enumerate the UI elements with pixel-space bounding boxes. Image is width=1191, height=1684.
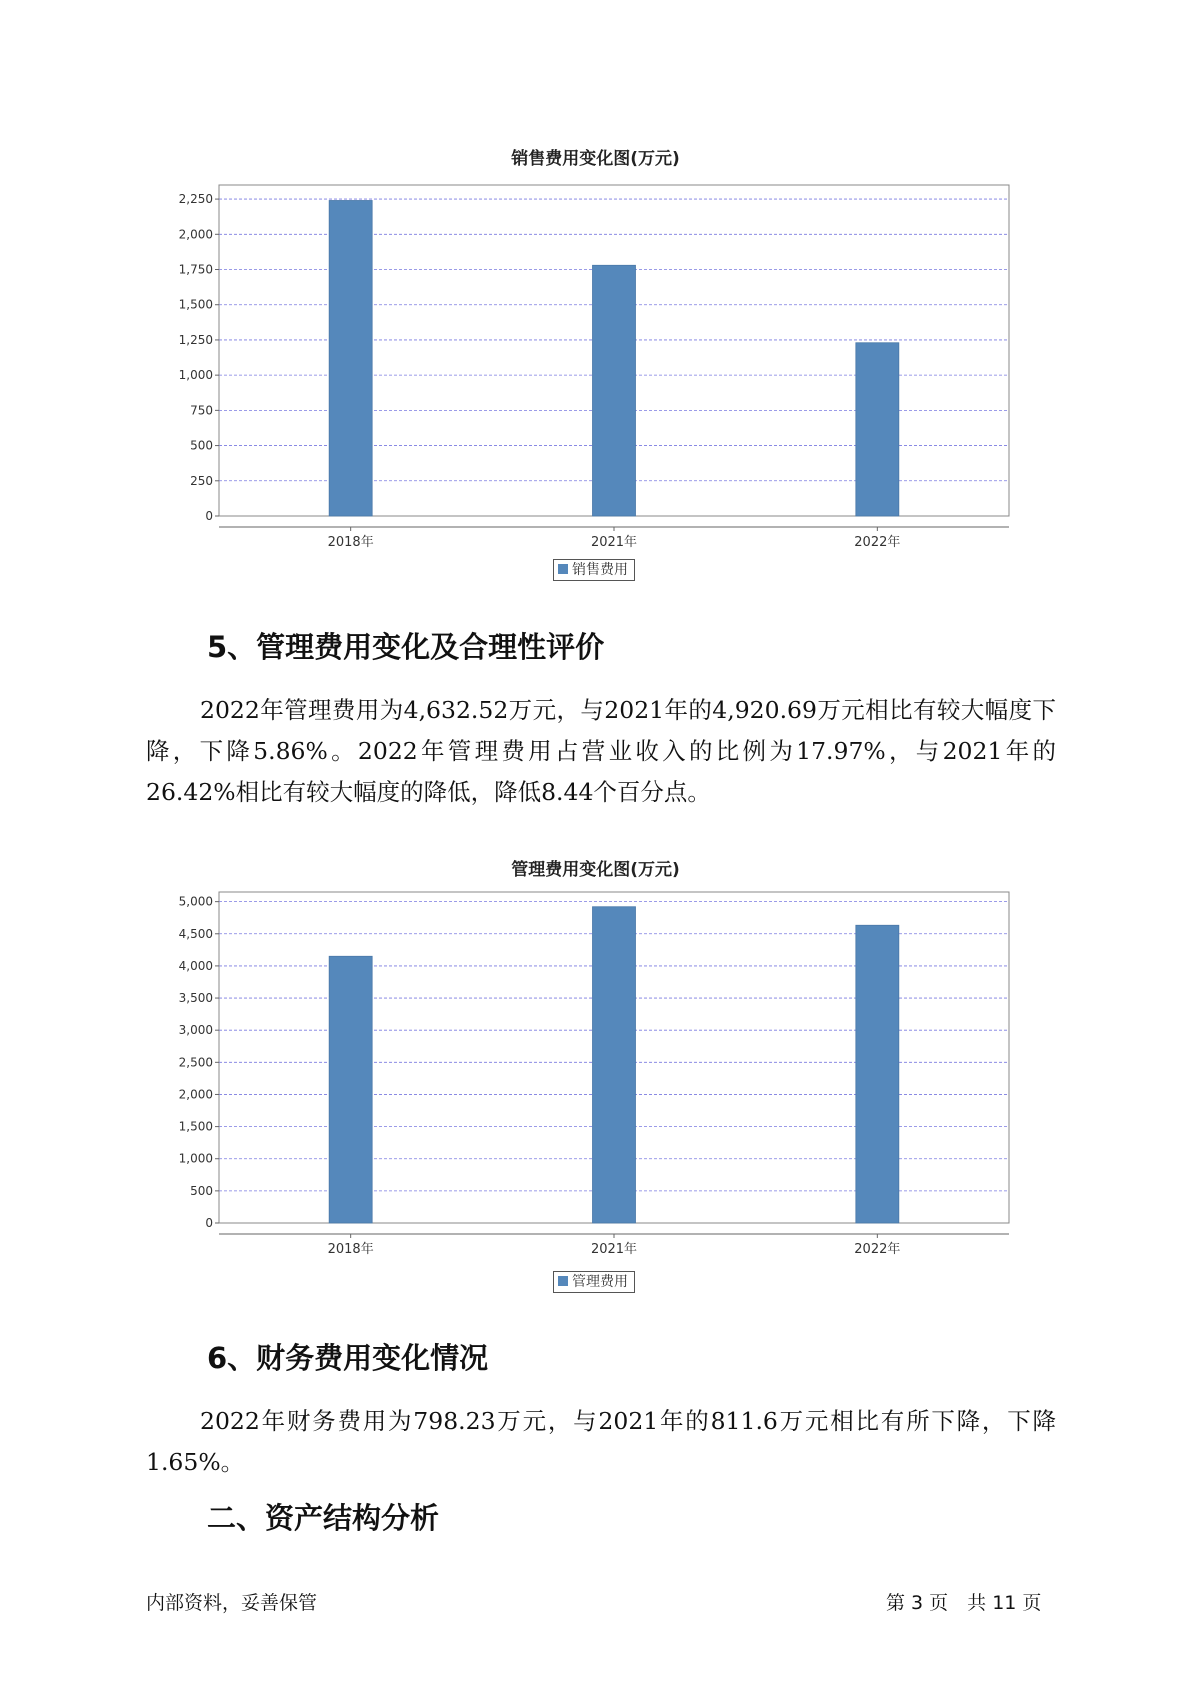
admin-chart-legend bbox=[553, 1271, 635, 1293]
y-tick-label: 3,500 bbox=[178, 991, 213, 1006]
bar-2021年 bbox=[593, 907, 636, 1223]
footer-note: 内部资料，妥善保管 bbox=[146, 1592, 318, 1614]
x-tick-label: 2021年 bbox=[590, 1242, 638, 1257]
y-tick-label: 750 bbox=[190, 403, 213, 418]
y-tick-label: 3,000 bbox=[178, 1023, 213, 1038]
bar-2022年 bbox=[856, 925, 899, 1223]
y-tick-label: 0 bbox=[205, 509, 213, 523]
y-tick-label: 5,000 bbox=[178, 894, 213, 909]
y-tick-label: 4,000 bbox=[178, 958, 213, 973]
x-tick-label: 2022年 bbox=[854, 535, 901, 550]
y-tick-label: 500 bbox=[190, 438, 213, 453]
y-tick-label: 1,000 bbox=[178, 1151, 213, 1166]
y-tick-label: 250 bbox=[190, 473, 213, 488]
y-tick-label: 2,500 bbox=[178, 1055, 213, 1070]
section-5-heading: 5、管理费用变化及合理性评价 bbox=[207, 630, 605, 664]
legend-swatch-icon bbox=[558, 1276, 568, 1286]
y-tick-label: 0 bbox=[205, 1216, 213, 1230]
y-tick-label: 2,000 bbox=[178, 227, 213, 242]
bar-2018年 bbox=[329, 956, 372, 1223]
y-tick-label: 4,500 bbox=[178, 926, 213, 941]
y-tick-label: 1,750 bbox=[178, 262, 213, 277]
x-tick-label: 2018年 bbox=[327, 535, 374, 550]
section-6-heading: 6、财务费用变化情况 bbox=[207, 1341, 489, 1375]
section-6-paragraph: 2022年财务费用为798.23万元，与2021年的811.6万元相比有所下降，下降1.65%。 bbox=[146, 1407, 1056, 1476]
y-tick-label: 2,250 bbox=[178, 192, 213, 207]
x-tick-label: 2018年 bbox=[327, 1242, 374, 1257]
y-tick-label: 500 bbox=[190, 1183, 213, 1198]
admin-chart-title: 管理费用变化图(万元) bbox=[511, 860, 680, 880]
x-tick-label: 2022年 bbox=[854, 1242, 901, 1257]
section-two-heading: 二、资产结构分析 bbox=[207, 1501, 440, 1535]
admin-legend-label: 管理费用 bbox=[572, 1274, 628, 1290]
y-tick-label: 1,000 bbox=[178, 368, 213, 383]
page-number: 第 3 页 共 11 页 bbox=[886, 1592, 1042, 1614]
sales-chart-title: 销售费用变化图(万元) bbox=[511, 149, 680, 169]
section-5-paragraph: 2022年管理费用为4,632.52万元，与2021年的4,920.69万元相比有较大幅度下降，下降5.86%。2022年管理费用占营业收入的比例为17.97%，与2021年的26.42%相比有较大幅度的降低，降低8.44个百分点。 bbox=[146, 696, 1056, 806]
y-tick-label: 2,000 bbox=[178, 1087, 213, 1102]
y-tick-label: 1,500 bbox=[178, 297, 213, 312]
sales-legend-label: 销售费用 bbox=[572, 562, 628, 578]
y-tick-label: 1,500 bbox=[178, 1119, 213, 1134]
x-tick-label: 2021年 bbox=[590, 535, 638, 550]
y-tick-label: 1,250 bbox=[178, 332, 213, 347]
